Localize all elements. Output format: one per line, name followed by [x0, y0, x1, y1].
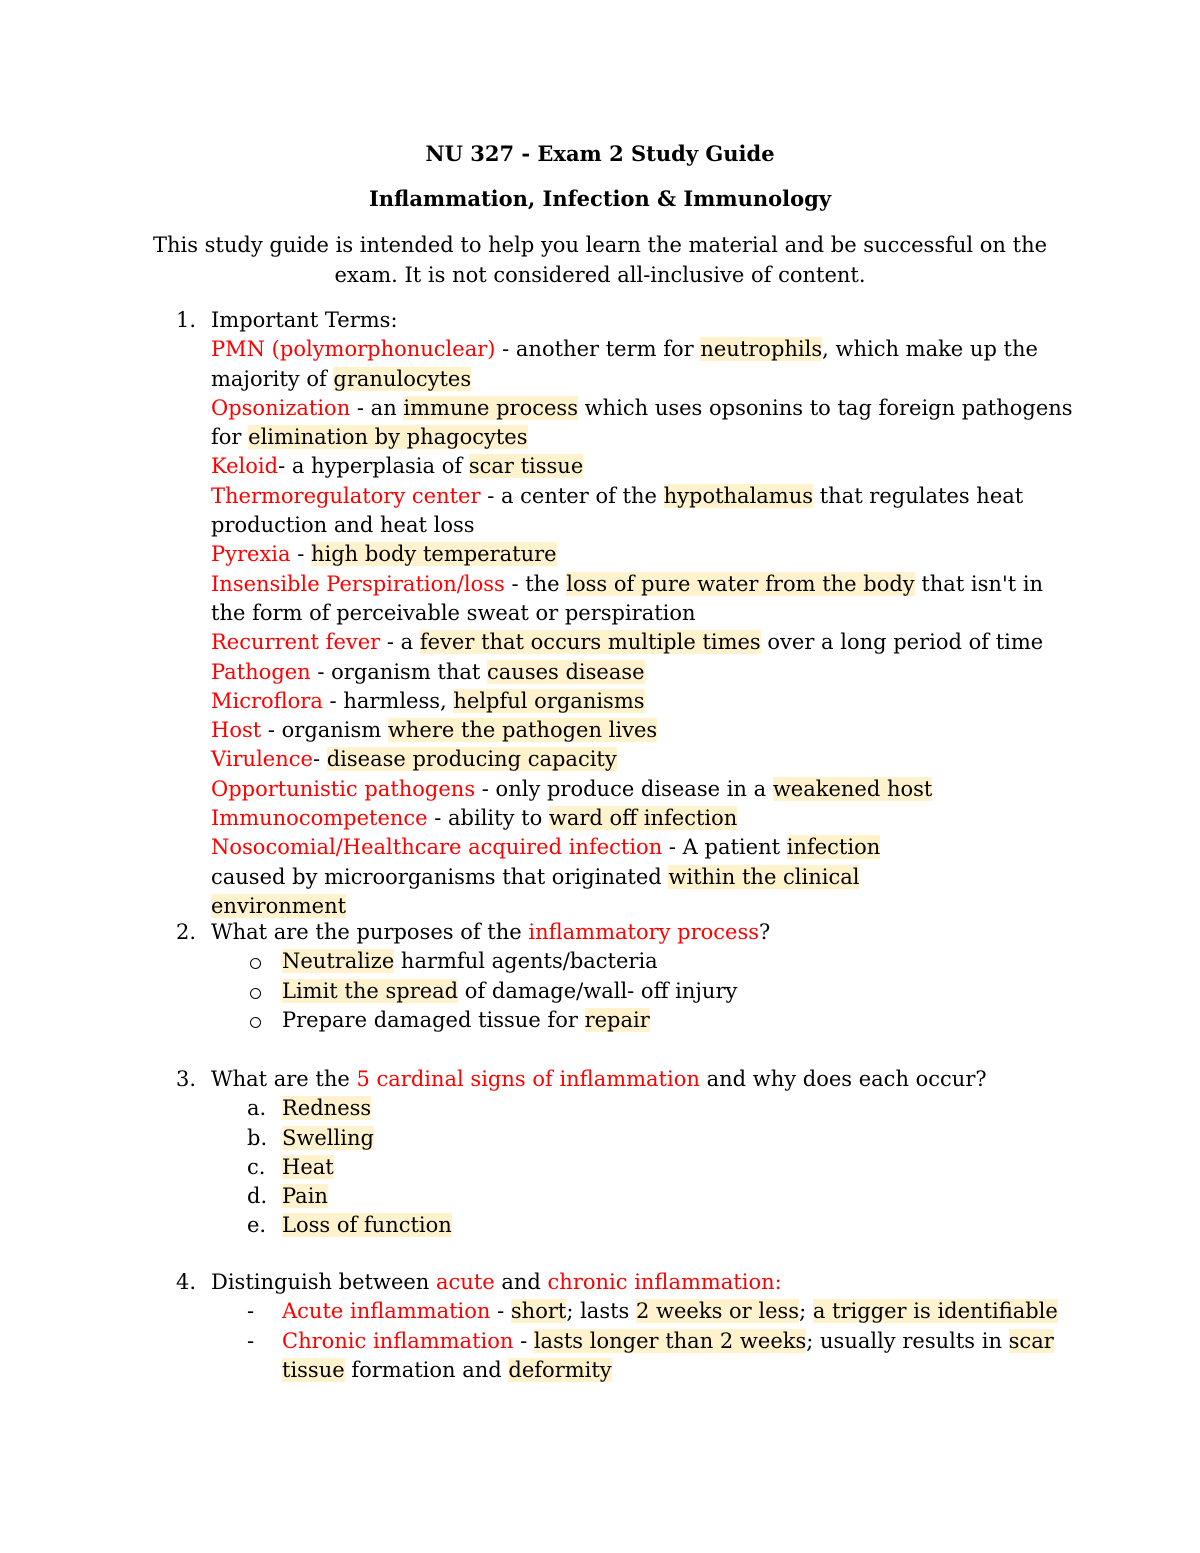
highlighted-text: deformity [508, 1357, 612, 1382]
item-text: - [513, 1328, 534, 1353]
highlighted-text: lasts longer than 2 weeks [533, 1328, 807, 1353]
highlighted-text: repair [584, 1007, 650, 1032]
highlighted-text: causes disease [487, 659, 645, 684]
highlighted-text: hypothalamus [663, 483, 814, 508]
question [211, 1268, 1076, 1297]
question-term: 5 cardinal signs of inflammation [356, 1067, 700, 1091]
intro-paragraph: This study guide is intended to help you learn the material and be successful on the exam. It is not considered all-inclusive of content. [152, 233, 1048, 287]
highlighted-text: Limit the spread [282, 978, 459, 1003]
term-entry [211, 394, 1076, 453]
item-text: ; usually results in [806, 1328, 1009, 1353]
term-entry [211, 570, 1076, 629]
section-cardinal-signs [176, 1065, 1076, 1241]
term-name: Microflora [211, 688, 323, 713]
highlighted-text: where the pathogen lives [387, 718, 658, 743]
item-text: ; [799, 1299, 813, 1324]
highlighted-text: fever that occurs multiple times [419, 630, 761, 655]
list-item [176, 1124, 1076, 1153]
highlighted-text: within the clinical environment [211, 864, 860, 918]
highlighted-text: scar tissue [282, 1328, 1054, 1382]
highlighted-text: scar tissue [468, 454, 584, 479]
term-text: caused by microorganisms that originated [211, 864, 669, 889]
highlighted-text: Swelling [282, 1125, 374, 1150]
term-entry [211, 716, 1076, 745]
term-text: , which make up the majority of [211, 337, 1038, 391]
term-text: - harmless, [322, 688, 454, 713]
highlighted-text: Loss of function [282, 1213, 452, 1238]
term-entry [211, 452, 1076, 481]
term-name: Thermoregulatory center [211, 483, 481, 508]
item-text: harmful agents/bacteria [394, 949, 658, 974]
term-text: - a center of the [480, 483, 664, 508]
term-entry [211, 628, 1076, 657]
item-letter: b. [247, 1125, 268, 1150]
list-item [176, 1211, 1076, 1240]
item-text: formation and [344, 1357, 509, 1382]
highlighted-text: 2 weeks or less [635, 1299, 800, 1324]
term-text: - organism that [310, 659, 488, 684]
highlighted-text: elimination by phagocytes [248, 425, 528, 450]
section-heading: Important Terms: [211, 308, 398, 332]
term-text: that regulates heat production and heat loss [211, 483, 1024, 538]
question-text: and why does each occur? [699, 1067, 987, 1091]
highlighted-text: disease producing capacity [326, 747, 617, 772]
list-item [176, 1153, 1076, 1182]
term-name: Nosocomial/Healthcare acquired infection [211, 835, 663, 860]
term-entry [211, 745, 1076, 774]
item-letter: d. [247, 1184, 268, 1209]
highlighted-text: infection [786, 835, 881, 860]
highlighted-text: loss of pure water from the body [566, 571, 915, 596]
term-text: which uses opsonins to tag foreign pathogens for [211, 395, 1073, 450]
item-letter: a. [247, 1096, 267, 1121]
question-text: and [494, 1270, 548, 1294]
term-text: - A patient [662, 835, 787, 860]
question-term: chronic inflammation [547, 1270, 775, 1294]
section-important-terms [176, 306, 1076, 921]
question-text: What are the [211, 1067, 357, 1091]
section-number: 1. [176, 308, 197, 332]
highlighted-text: granulocytes [333, 366, 472, 391]
term-name: Opsonization [211, 395, 351, 420]
section-number: 3. [176, 1067, 197, 1091]
item-text: ; lasts [566, 1299, 636, 1324]
item-text: of damage/wall- off injury [458, 978, 738, 1003]
question-text: : [774, 1270, 782, 1294]
term-text: - a hyperplasia of [278, 454, 469, 479]
dash-bullet: - [247, 1299, 255, 1324]
question [211, 918, 1076, 947]
highlighted-text: ward off infection [548, 806, 738, 831]
term-entry [211, 775, 1076, 804]
term-entry [211, 335, 1076, 394]
term-name: Insensible Perspiration/loss [211, 571, 505, 596]
question-text: Distinguish between [211, 1270, 437, 1294]
term-name: Pyrexia [211, 542, 291, 567]
question-term: acute [436, 1270, 495, 1294]
highlighted-text: helpful organisms [453, 688, 645, 713]
dash-bullet: - [247, 1328, 255, 1353]
highlighted-text: Heat [282, 1154, 334, 1179]
question-term: inflammatory process [528, 920, 760, 944]
highlighted-text: immune process [403, 395, 578, 420]
term-text: over a long period of time [760, 630, 1044, 655]
term-name: PMN (polymorphonuclear) [211, 337, 496, 362]
term-text: - [312, 747, 327, 772]
term-text: - an [350, 395, 404, 420]
term-text: that isn't in the form of perceivable sweat or perspiration [211, 571, 1044, 625]
list-item [176, 977, 1076, 1006]
question-text: ? [759, 920, 771, 944]
highlighted-text: Neutralize [282, 949, 395, 974]
item-text: Prepare damaged tissue for [282, 1007, 585, 1032]
section-acute-vs-chronic [176, 1268, 1076, 1385]
term-text: - [290, 542, 311, 567]
item-letter: e. [247, 1213, 267, 1238]
term-text: - a [380, 630, 420, 655]
circle-bullet-icon [250, 1017, 261, 1028]
circle-bullet-icon [250, 958, 261, 969]
term-entry [211, 658, 1076, 687]
term-text: - ability to [427, 806, 549, 831]
list-item [176, 1182, 1076, 1211]
highlighted-text: Redness [282, 1096, 372, 1121]
term-entry [211, 833, 911, 921]
list-item [176, 1006, 1076, 1035]
term-name: Pathogen [211, 659, 311, 684]
term-name: Acute inflammation [282, 1299, 491, 1324]
section-inflammatory-purposes [176, 918, 1076, 1035]
document-title: NU 327 - Exam 2 Study Guide [425, 141, 775, 166]
term-entry [211, 540, 1076, 569]
highlighted-text: high body temperature [311, 542, 557, 567]
term-text: - the [504, 571, 567, 596]
highlighted-text: Pain [282, 1184, 328, 1209]
list-item [176, 1094, 1076, 1123]
term-name: Keloid [211, 454, 279, 479]
circle-bullet-icon [250, 988, 261, 999]
term-text: - only produce disease in a [475, 776, 773, 801]
highlighted-text: short [510, 1299, 567, 1324]
item-letter: c. [247, 1154, 266, 1179]
term-name: Virulence [211, 747, 313, 772]
term-name: Recurrent fever [211, 630, 381, 655]
term-text: - organism [261, 718, 388, 743]
term-name: Opportunistic pathogens [211, 776, 476, 801]
question-text: What are the purposes of the [211, 920, 529, 944]
list-item [176, 1297, 1076, 1326]
term-entry [211, 687, 1076, 716]
term-name: Host [211, 718, 262, 743]
section-number: 2. [176, 920, 197, 944]
term-name: Immunocompetence [211, 806, 428, 831]
highlighted-text: a trigger is identifiable [812, 1299, 1058, 1324]
term-entry [211, 804, 1076, 833]
list-item [176, 947, 1076, 976]
term-text: - another term for [495, 337, 701, 362]
term-name: Chronic inflammation [282, 1328, 514, 1353]
term-entry [211, 482, 1076, 541]
list-item [176, 1327, 1076, 1386]
section-number: 4. [176, 1270, 197, 1294]
document-subtitle: Inflammation, Infection & Immunology [368, 186, 832, 211]
item-text: - [490, 1299, 511, 1324]
highlighted-text: neutrophils [700, 337, 823, 362]
question [211, 1065, 1076, 1094]
highlighted-text: weakened host [772, 776, 933, 801]
